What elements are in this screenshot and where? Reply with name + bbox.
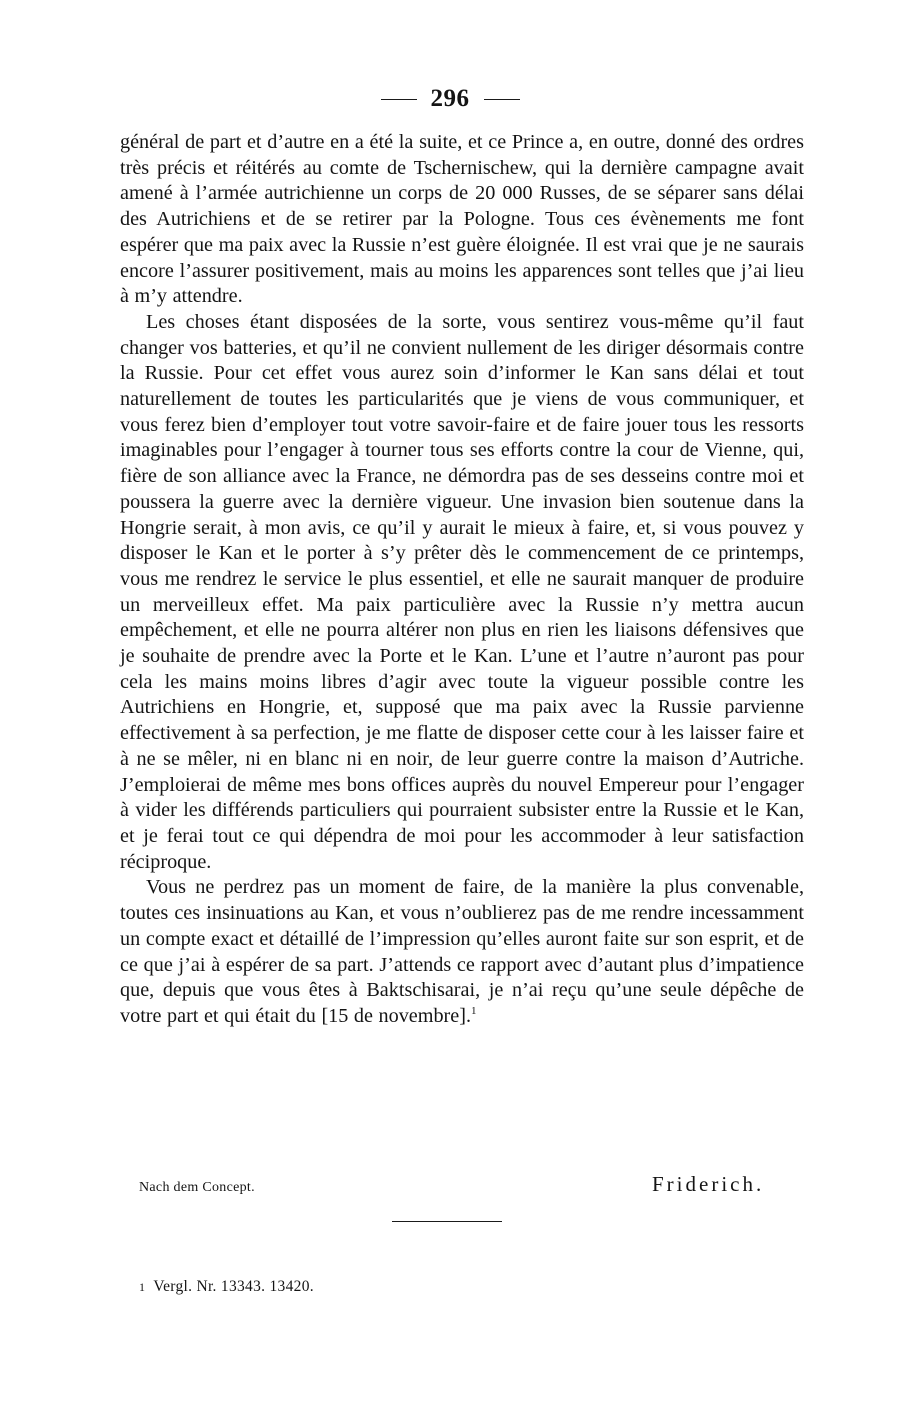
header-rule-right [484,99,520,100]
footnote-divider [392,1221,502,1222]
footnote [139,1278,314,1296]
signature: Friderich. [652,1172,765,1196]
footnote-text: Vergl. Nr. 13343. 13420. [153,1278,314,1295]
footnote-marker: 1 [139,1280,146,1294]
footnote-reference: 1 [471,1004,477,1017]
page-header [0,84,900,114]
paragraph-3-text: Vous ne perdrez pas un moment de faire, de la manière la plus convenable, toutes ces insinuations au Kan, et vous n’oublierez pas de me rendre incessamment un compte exact et détaillé de l’impression qu’elles auront faite sur son esprit, et de ce que j’ai à espérer de sa part. J’attends ce rapport avec d’autant plus d’impatience que, depuis que vous êtes à Baktschisarai, je n’ai reçu qu’une seule dépêche de votre part et qui était du [15 de novembre]. [120,876,804,1027]
closing-block [0,1170,900,1200]
page-number: 296 [430,85,470,112]
source-note: Nach dem Concept. [139,1180,255,1195]
paragraph-2: Les choses étant disposées de la sorte, vous sentirez vous-même qu’il faut changer vos batteries, et qu’il ne convient nullement de les diriger désormais contre la Russie. Pour cet effet vous aurez soin d’informer le Kan sans délai et tout naturellement de toutes les particularités que je viens de vous communiquer, et vous ferez bien d’employer tout votre savoir-faire et de faire jouer tous les ressorts imaginables pour l’engager à tourner tous ses efforts contre la cour de Vienne, qui, fière de son alliance avec la France, ne démordra pas de ses desseins contre moi et poussera la guerre avec la dernière vigueur. Une invasion bien soutenue dans la Hongrie serait, à mon avis, ce qu’il y aurait le mieux à faire, et, si vous pouvez y disposer le Kan et le porter à s’y prêter dès le commencement de ce printemps, vous me rendrez le service le plus essentiel, et elle ne saurait manquer de produire un merveilleux effet. Ma paix particulière avec la Russie n’y mettra aucun empêchement, et elle ne pourra altérer non plus en rien les liaisons défensives que je souhaite de prendre avec la Porte et le Kan. L’une et l’autre n’auront pas pour cela les mains moins libres d’agir avec toute la vigueur possible contre les Autrichiens en Hongrie, et, supposé que ma paix avec la Russie parvienne effectivement à sa perfection, je me flatte de disposer cette cour à les laisser faire et à ne se mêler, ni en blanc ni en noir, de leur guerre contre la maison d’Autriche. J’emploierai de même mes bons offices auprès du nouvel Empereur pour l’engager à vider les différends particuliers qui pourraient subsister entre la Russie et le Kan, et je ferai tout ce qui dépendra de moi pour les accommoder à leur satisfaction réciproque. [120,310,804,873]
paragraph-1: général de part et d’autre en a été la suite, et ce Prince a, en outre, donné des ordres très précis et réitérés au comte de Tschernischew, qui la dernière campagne avait amené à l’armée autrichienne un corps de 20 000 Russes, de se séparer sans délai des Autrichiens et de se retirer par la Pologne. Tous ces évènements me font espérer que ma paix avec la Russie n’est guère éloignée. Il est vrai que je ne saurais encore l’assurer positivement, mais au moins les apparences sont telles que j’ai lieu à m’y attendre. [120,131,804,308]
paragraph-3 [120,875,804,1029]
header-rule-left [381,99,417,100]
letter-body [120,130,804,1030]
